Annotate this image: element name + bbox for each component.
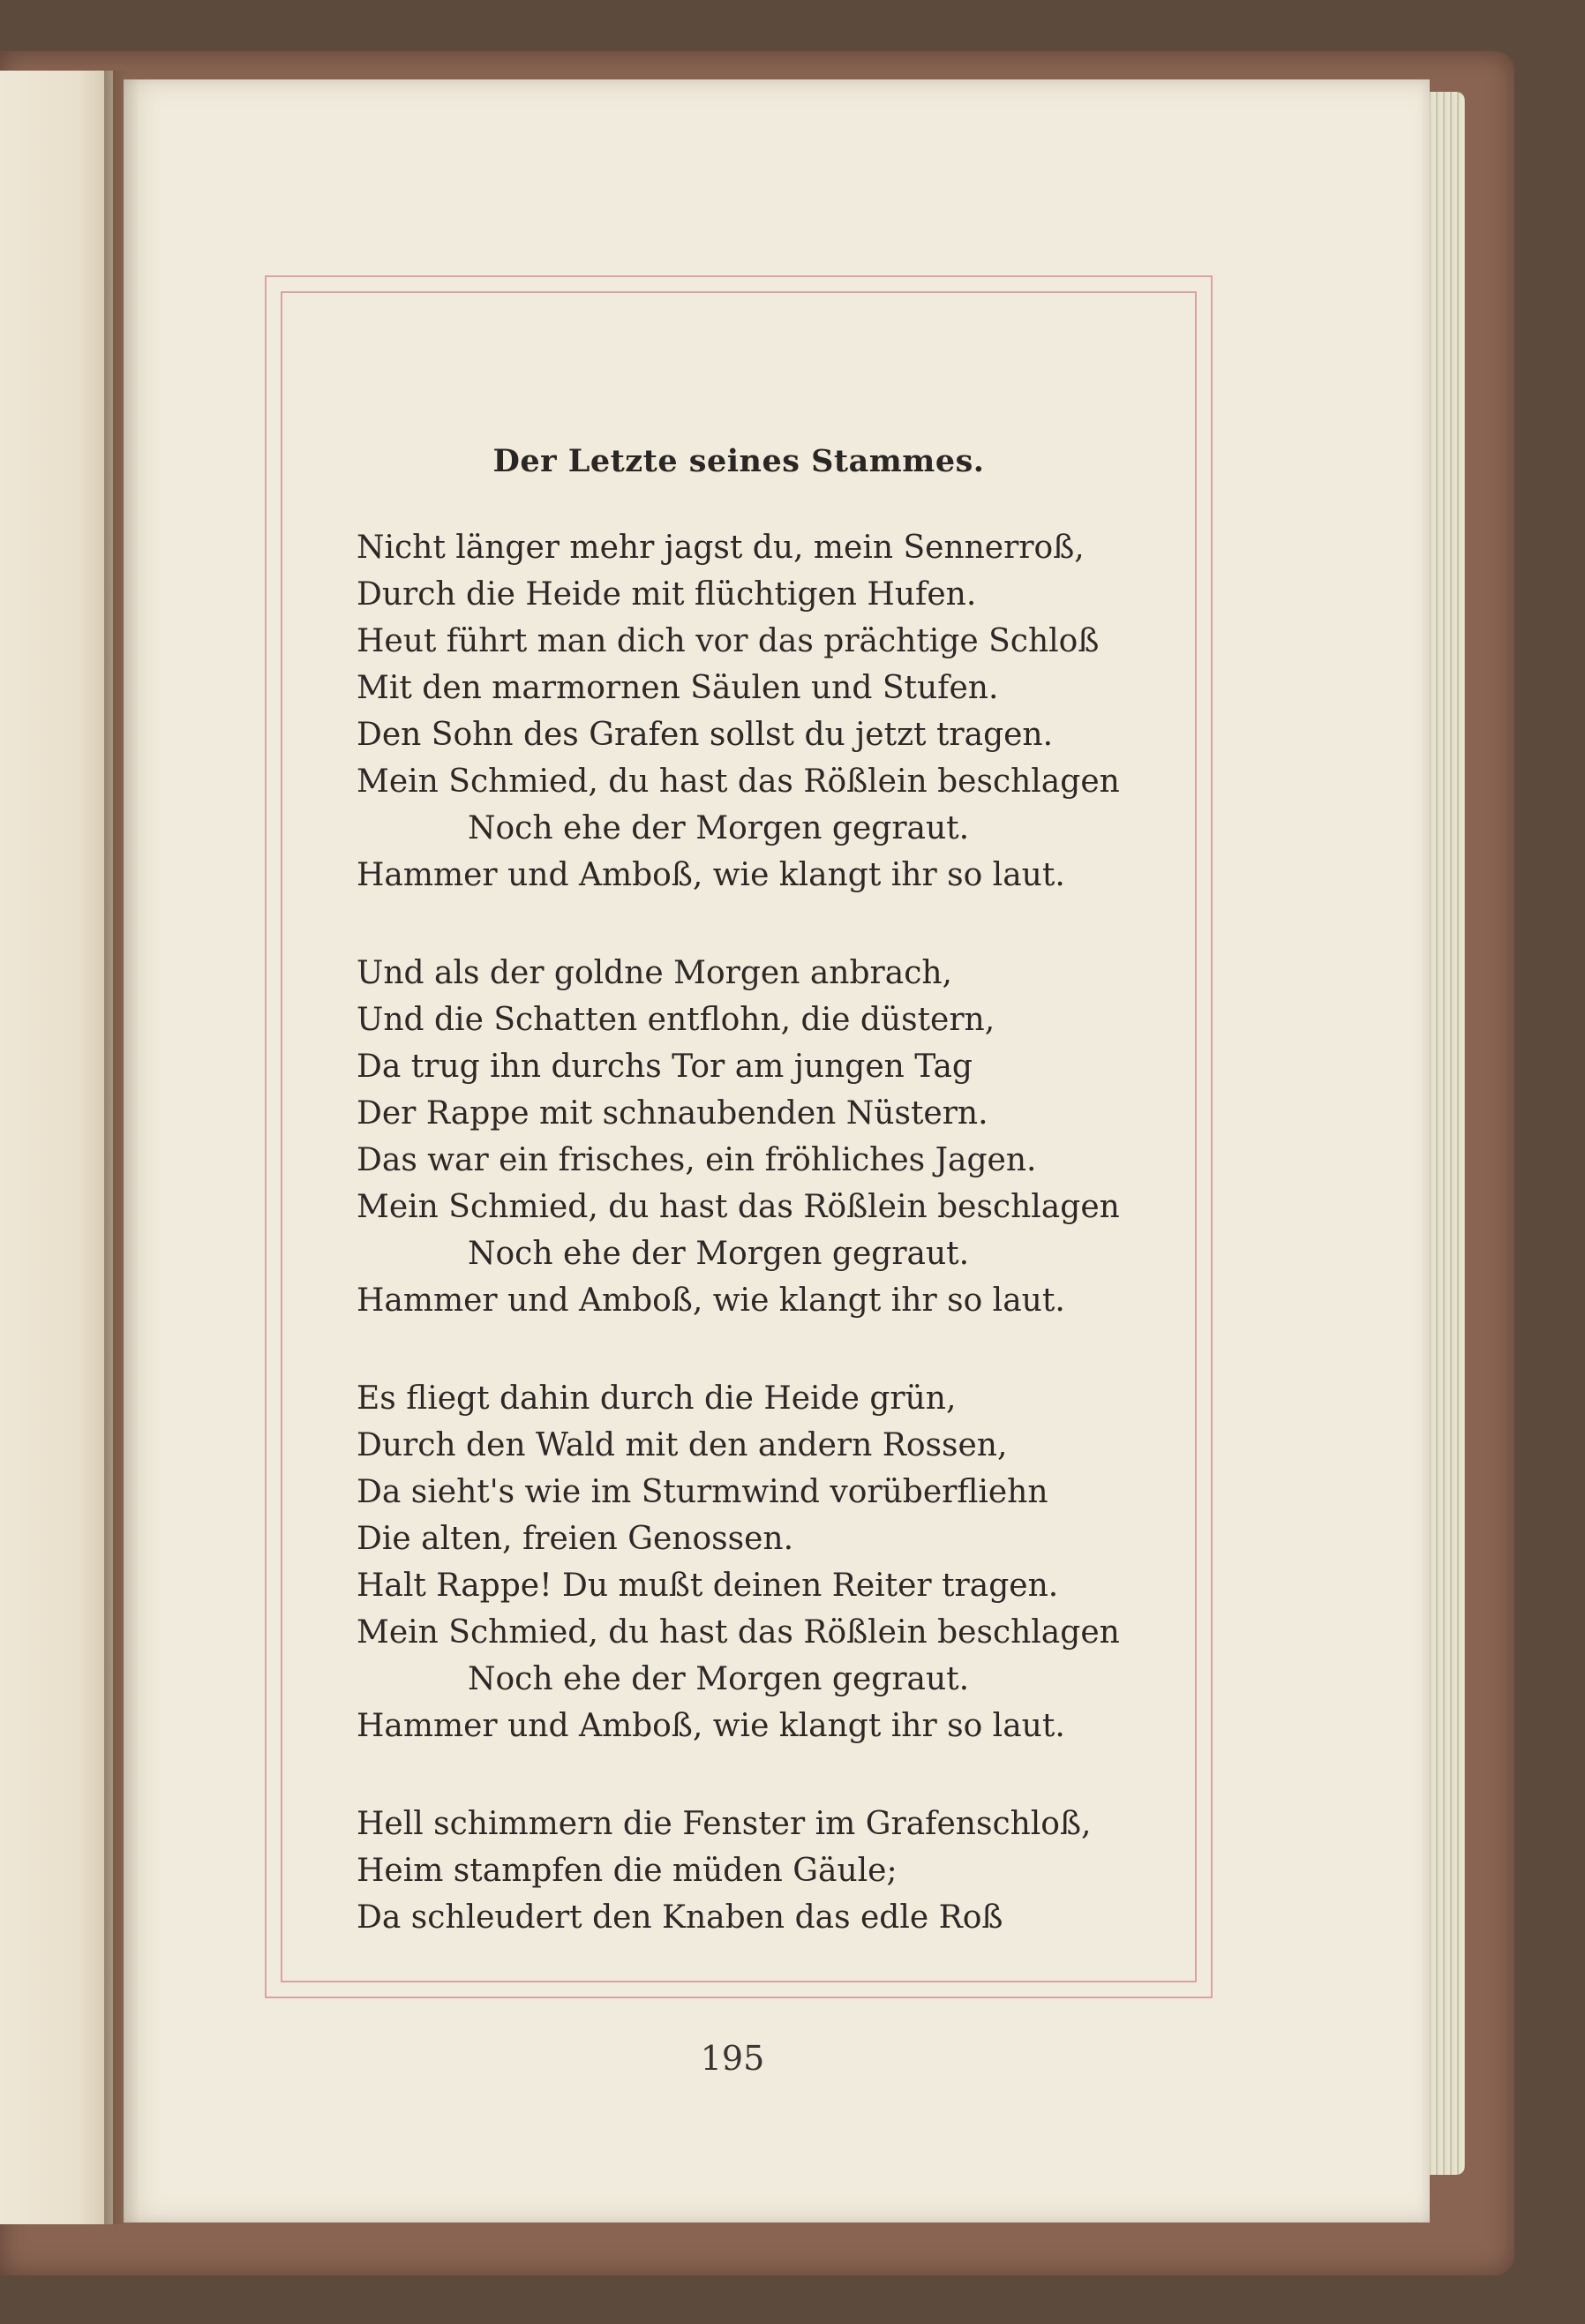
poem-title: Der Letzte seines Stammes.	[492, 443, 985, 479]
stanza-3	[357, 1375, 1168, 1749]
poem-line: Nicht länger mehr jagst du, mein Sennerroß,	[357, 530, 1085, 566]
page-number: 195	[700, 2039, 765, 2078]
poem-line: Hammer und Amboß, wie klangt ihr so laut.	[357, 857, 1065, 893]
poem-line: Es fliegt dahin durch die Heide grün,	[357, 1380, 957, 1417]
poem-line: Durch die Heide mit flüchtigen Hufen.	[357, 576, 977, 613]
poem-line: Den Sohn des Grafen sollst du jetzt tragen.	[357, 717, 1054, 753]
poem-line: Und die Schatten entflohn, die düstern,	[357, 1002, 995, 1038]
poem-line-refrain: Noch ehe der Morgen gegraut.	[468, 810, 970, 846]
poem-line-refrain: Noch ehe der Morgen gegraut.	[468, 1236, 970, 1272]
stanza-1	[357, 524, 1168, 899]
poem-line: Die alten, freien Genossen.	[357, 1521, 794, 1557]
poem-line: Hammer und Amboß, wie klangt ihr so laut.	[357, 1282, 1065, 1319]
poem-line: Da schleudert den Knaben das edle Roß	[357, 1899, 1003, 1936]
stanza-2	[357, 950, 1168, 1324]
book-gutter	[104, 71, 139, 2224]
poem-line: Heut führt man dich vor das prächtige Schloß	[357, 623, 1100, 659]
poem-line: Hammer und Amboß, wie klangt ihr so laut.	[357, 1708, 1065, 1744]
poem-line: Halt Rappe! Du mußt deinen Reiter tragen.	[357, 1568, 1059, 1604]
poem-line: Mein Schmied, du hast das Rößlein beschlagen	[357, 1614, 1120, 1651]
poem-line: Mit den marmornen Säulen und Stufen.	[357, 670, 999, 706]
poem-line: Durch den Wald mit den andern Rossen,	[357, 1427, 1008, 1463]
poem-line-refrain: Noch ehe der Morgen gegraut.	[468, 1661, 970, 1697]
poem-line: Und als der goldne Morgen anbrach,	[357, 955, 952, 991]
poem-line: Das war ein frisches, ein fröhliches Jagen.	[357, 1142, 1037, 1178]
poem-body	[357, 524, 1168, 1992]
poem-line: Hell schimmern die Fenster im Grafenschloß,	[357, 1806, 1092, 1842]
stanza-4	[357, 1801, 1168, 1941]
poem-line: Mein Schmied, du hast das Rößlein beschlagen	[357, 763, 1120, 800]
poem-line: Heim stampfen die müden Gäule;	[357, 1853, 898, 1889]
poem-line: Der Rappe mit schnaubenden Nüstern.	[357, 1095, 988, 1132]
facing-page	[0, 71, 113, 2224]
poem-line: Mein Schmied, du hast das Rößlein beschlagen	[357, 1189, 1120, 1225]
poem-line: Da trug ihn durchs Tor am jungen Tag	[357, 1049, 973, 1085]
poem-line: Da sieht's wie im Sturmwind vorüberfliehn	[357, 1474, 1048, 1510]
